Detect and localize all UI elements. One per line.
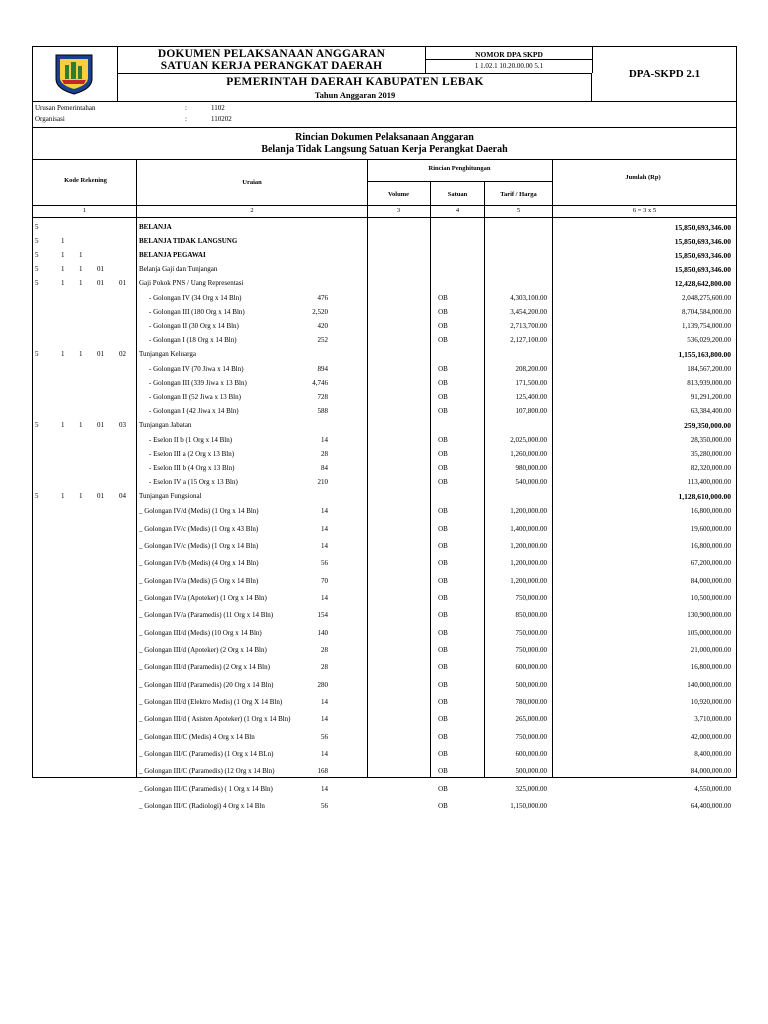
uraian-cell: _ Golongan III/d ( Asisten Apoteker) (1 Org x 14 Bln) [139,715,291,723]
kode-segment: 1 [79,421,83,429]
uraian-cell: - Eselon II b (1 Org x 14 Bln) [149,436,233,444]
tarif-cell: 125,400.00 [515,393,547,401]
col-kode-rekening: Kode Rekening [64,177,107,184]
satuan-cell: OB [438,507,448,515]
col-num-3: 3 [396,207,401,214]
volume-cell: 140 [317,629,328,637]
kode-segment: 01 [97,279,104,287]
uraian-cell: - Golongan II (52 Jiwa x 13 Bln) [149,393,241,401]
kode-segment: 01 [119,279,126,287]
uraian-cell: _ Golongan IV/a (Paramedis) (11 Org x 14 Bln) [139,611,274,619]
volume-cell: 14 [321,715,328,723]
volume-cell: 56 [321,733,328,741]
jumlah-cell: 8,400,000.00 [694,750,731,758]
jumlah-cell: 105,000,000.00 [687,629,731,637]
uraian-cell: _ Golongan III/d (Medis) (10 Org x 14 Bln) [139,629,262,637]
satuan-cell: OB [438,308,448,316]
volume-cell: 728 [317,393,328,401]
title-line-2: SATUAN KERJA PERANGKAT DAERAH [160,60,383,72]
jumlah-cell: 3,710,000.00 [694,715,731,723]
urusan-label: Urusan Pemerintahan [35,104,96,112]
urusan-colon: : [185,104,187,112]
tarif-cell: 265,000.00 [515,715,547,723]
jumlah-cell: 1,128,610,000.00 [678,492,731,501]
tarif-cell: 2,127,100.00 [510,336,547,344]
jumlah-cell: 10,500,000.00 [690,594,731,602]
kode-segment: 5 [35,223,39,231]
satuan-cell: OB [438,294,448,302]
volume-cell: 210 [317,478,328,486]
jumlah-cell: 4,550,000.00 [694,785,731,793]
tarif-cell: 2,713,700.00 [510,322,547,330]
fiscal-year: Tahun Anggaran 2019 [314,90,396,100]
uraian-cell: - Golongan III (339 Jiwa x 13 Bln) [149,379,247,387]
tarif-cell: 1,200,000.00 [510,542,547,550]
nomor-value: 1 1.02.1 10.20.00.00 5.1 [474,62,544,70]
organisasi-value: 110202 [211,115,232,123]
col-tarif: Tarif / Harga [500,191,537,198]
satuan-cell: OB [438,646,448,654]
jumlah-cell: 15,850,693,346.00 [674,237,731,246]
doc-code: DPA-SKPD 2.1 [628,68,701,80]
volume-cell: 14 [321,525,328,533]
jumlah-cell: 259,350,000.00 [684,421,731,430]
tarif-cell: 750,000.00 [515,646,547,654]
col-uraian: Uraian [242,179,262,186]
kode-segment: 1 [61,492,65,500]
uraian-cell: _ Golongan III/d (Elektro Medis) (1 Org X 14 Bln) [139,698,283,706]
jumlah-cell: 1,139,754,000.00 [682,322,731,330]
satuan-cell: OB [438,478,448,486]
jumlah-cell: 64,400,000.00 [690,802,731,810]
uraian-cell: - Eselon IV a (15 Org x 13 Bln) [149,478,238,486]
uraian-cell: Tunjangan Jabatan [139,421,192,429]
tarif-cell: 325,000.00 [515,785,547,793]
jumlah-cell: 42,000,000.00 [690,733,731,741]
col-jumlah: Jumlah (Rp) [625,174,661,181]
uraian-cell: _ Golongan III/C (Paramedis) (12 Org x 14 Bln) [139,767,275,775]
volume-cell: 4,746 [312,379,328,387]
tarif-cell: 750,000.00 [515,733,547,741]
uraian-cell: BELANJA PEGAWAI [139,251,206,259]
uraian-cell: Tunjangan Keluarga [139,350,196,358]
pemda-title: PEMERINTAH DAERAH KABUPATEN LEBAK [226,76,484,88]
uraian-cell: _ Golongan III/C (Paramedis) (1 Org x 14 BLn) [139,750,274,758]
table-header [33,159,736,218]
uraian-cell: _ Golongan IV/d (Medis) (1 Org x 14 Bln) [139,507,259,515]
tarif-cell: 171,500.00 [515,379,547,387]
uraian-cell: - Golongan IV (34 Org x 14 Bln) [149,294,242,302]
volume-cell: 14 [321,750,328,758]
rincian-line-1: Rincian Dokumen Pelaksanaan Anggaran [295,132,474,143]
tarif-cell: 2,025,000.00 [510,436,547,444]
jumlah-cell: 67,200,000.00 [690,559,731,567]
urusan-value: 1102 [211,104,225,112]
satuan-cell: OB [438,594,448,602]
uraian-cell: _ Golongan III/C (Paramedis) ( 1 Org x 14 Bln) [139,785,273,793]
jumlah-cell: 130,900,000.00 [687,611,731,619]
jumlah-cell: 113,400,000.00 [687,478,731,486]
lebak-emblem [33,47,118,101]
volume-cell: 280 [317,681,328,689]
tarif-cell: 4,303,100.00 [510,294,547,302]
jumlah-cell: 140,000,000.00 [687,681,731,689]
jumlah-cell: 35,280,000.00 [690,450,731,458]
uraian-cell: _ Golongan IV/c (Medis) (1 Org x 43 Bln) [139,525,259,533]
tarif-cell: 980,000.00 [515,464,547,472]
tarif-cell: 750,000.00 [515,594,547,602]
col-rincian: Rincian Penghitungan [428,165,491,172]
kode-segment: 1 [61,265,65,273]
jumlah-cell: 15,850,693,346.00 [674,223,731,232]
col-satuan: Satuan [447,191,468,198]
tarif-cell: 1,150,000.00 [510,802,547,810]
satuan-cell: OB [438,785,448,793]
volume-cell: 14 [321,542,328,550]
uraian-cell: _ Golongan IV/c (Medis) (1 Org x 14 Bln) [139,542,259,550]
volume-cell: 168 [317,767,328,775]
tarif-cell: 780,000.00 [515,698,547,706]
kode-segment: 01 [97,265,104,273]
satuan-cell: OB [438,365,448,373]
volume-cell: 28 [321,450,328,458]
volume-cell: 588 [317,407,328,415]
kode-segment: 04 [119,492,126,500]
kode-segment: 03 [119,421,126,429]
uraian-cell: - Golongan III (180 Org x 14 Bln) [149,308,245,316]
document-header [33,47,736,102]
satuan-cell: OB [438,393,448,401]
organisasi-label: Organisasi [35,115,65,123]
kode-segment: 1 [79,350,83,358]
tarif-cell: 600,000.00 [515,663,547,671]
volume-cell: 56 [321,559,328,567]
uraian-cell: BELANJA [139,223,172,231]
satuan-cell: OB [438,542,448,550]
kode-segment: 1 [79,265,83,273]
volume-cell: 14 [321,698,328,706]
jumlah-cell: 82,320,000.00 [690,464,731,472]
volume-cell: 154 [317,611,328,619]
tarif-cell: 600,000.00 [515,750,547,758]
tarif-cell: 1,260,000.00 [510,450,547,458]
jumlah-cell: 15,850,693,346.00 [674,251,731,260]
jumlah-cell: 15,850,693,346.00 [674,265,731,274]
volume-cell: 14 [321,436,328,444]
uraian-cell: _ Golongan IV/a (Medis) (5 Org x 14 Bln) [139,577,259,585]
kode-segment: 5 [35,492,39,500]
volume-cell: 14 [321,785,328,793]
kode-segment: 5 [35,279,39,287]
kode-segment: 5 [35,265,39,273]
satuan-cell: OB [438,379,448,387]
tarif-cell: 107,800.00 [515,407,547,415]
uraian-cell: _ Golongan IV/a (Apoteker) (1 Org x 14 Bln) [139,594,267,602]
uraian-cell: _ Golongan III/d (Paramedis) (20 Org x 14 Bln) [139,681,274,689]
volume-cell: 70 [321,577,328,585]
jumlah-cell: 1,155,163,800.00 [678,350,731,359]
uraian-cell: - Eselon III a (2 Org x 13 Bln) [149,450,235,458]
satuan-cell: OB [438,802,448,810]
uraian-cell: Gaji Pokok PNS / Uang Representasi [139,279,244,287]
kode-segment: 1 [61,279,65,287]
satuan-cell: OB [438,436,448,444]
jumlah-cell: 16,800,000.00 [690,663,731,671]
jumlah-cell: 84,000,000.00 [690,577,731,585]
volume-cell: 84 [321,464,328,472]
title-line-1: DOKUMEN PELAKSANAAN ANGGARAN [157,48,386,60]
kode-segment: 1 [61,237,65,245]
organisasi-colon: : [185,115,187,123]
nomor-box [426,47,593,73]
volume-cell: 14 [321,594,328,602]
tarif-cell: 500,000.00 [515,681,547,689]
tarif-cell: 1,200,000.00 [510,559,547,567]
satuan-cell: OB [438,525,448,533]
satuan-cell: OB [438,611,448,619]
col-num-5: 5 [516,207,521,214]
jumlah-cell: 63,384,400.00 [690,407,731,415]
volume-cell: 14 [321,507,328,515]
kode-segment: 5 [35,421,39,429]
kode-segment: 1 [61,251,65,259]
satuan-cell: OB [438,559,448,567]
rincian-line-2: Belanja Tidak Langsung Satuan Kerja Perangkat Daerah [261,144,508,155]
jumlah-cell: 184,567,200.00 [687,365,731,373]
kode-segment: 1 [61,421,65,429]
satuan-cell: OB [438,577,448,585]
satuan-cell: OB [438,407,448,415]
satuan-cell: OB [438,464,448,472]
volume-cell: 2,520 [312,308,328,316]
jumlah-cell: 8,704,584,000.00 [682,308,731,316]
volume-cell: 56 [321,802,328,810]
satuan-cell: OB [438,767,448,775]
pemda-box [118,73,592,101]
volume-cell: 252 [317,336,328,344]
satuan-cell: OB [438,322,448,330]
uraian-cell: _ Golongan III/C (Radiologi) 4 Org x 14 Bln [139,802,265,810]
uraian-cell: - Eselon III b (4 Org x 13 Bln) [149,464,235,472]
col-num-6: 6 = 3 x 5 [632,207,657,214]
tarif-cell: 540,000.00 [515,478,547,486]
satuan-cell: OB [438,750,448,758]
jumlah-cell: 536,029,200.00 [687,336,731,344]
kode-segment: 01 [97,350,104,358]
jumlah-cell: 813,939,000.00 [687,379,731,387]
uraian-cell: _ Golongan III/d (Apoteker) (2 Org x 14 Bln) [139,646,267,654]
jumlah-cell: 91,291,200.00 [690,393,731,401]
tarif-cell: 850,000.00 [515,611,547,619]
tarif-cell: 1,400,000.00 [510,525,547,533]
uraian-cell: Tunjangan Fungsional [139,492,202,500]
satuan-cell: OB [438,336,448,344]
kode-segment: 1 [79,251,83,259]
jumlah-cell: 12,428,642,800.00 [674,279,731,288]
jumlah-cell: 19,600,000.00 [690,525,731,533]
kode-segment: 5 [35,350,39,358]
uraian-cell: _ Golongan III/d (Paramedis) (2 Org x 14 Bln) [139,663,270,671]
kode-segment: 5 [35,237,39,245]
kode-segment: 01 [97,492,104,500]
uraian-cell: - Golongan II (30 Org x 14 Bln) [149,322,239,330]
tarif-cell: 1,200,000.00 [510,577,547,585]
satuan-cell: OB [438,663,448,671]
jumlah-cell: 10,920,000.00 [690,698,731,706]
tarif-cell: 500,000.00 [515,767,547,775]
satuan-cell: OB [438,698,448,706]
tarif-cell: 3,454,200.00 [510,308,547,316]
jumlah-cell: 84,000,000.00 [690,767,731,775]
uraian-cell: _ Golongan III/C (Medis) 4 Org x 14 Bln [139,733,255,741]
tarif-cell: 750,000.00 [515,629,547,637]
jumlah-cell: 2,048,275,600.00 [682,294,731,302]
kode-segment: 5 [35,251,39,259]
volume-cell: 28 [321,646,328,654]
uraian-cell: Belanja Gaji dan Tunjangan [139,265,218,273]
uraian-cell: BELANJA TIDAK LANGSUNG [139,237,238,245]
kode-segment: 1 [61,350,65,358]
jumlah-cell: 16,800,000.00 [690,542,731,550]
tarif-cell: 208,200.00 [515,365,547,373]
satuan-cell: OB [438,681,448,689]
jumlah-cell: 21,000,000.00 [690,646,731,654]
volume-cell: 28 [321,663,328,671]
nomor-label: NOMOR DPA SKPD [475,50,543,59]
dpa-document [32,46,737,810]
emblem-icon [51,53,97,95]
satuan-cell: OB [438,715,448,723]
satuan-cell: OB [438,450,448,458]
jumlah-cell: 28,350,000.00 [690,436,731,444]
uraian-cell: _ Golongan IV/b (Medis) (4 Org x 14 Bln) [139,559,259,567]
col-num-1: 1 [82,207,87,214]
col-volume: Volume [387,191,410,198]
satuan-cell: OB [438,629,448,637]
tarif-cell: 1,200,000.00 [510,507,547,515]
satuan-cell: OB [438,733,448,741]
col-num-4: 4 [455,207,460,214]
uraian-cell: - Golongan IV (70 Jiwa x 14 Bln) [149,365,244,373]
volume-cell: 420 [317,322,328,330]
uraian-cell: - Golongan I (18 Org x 14 Bln) [149,336,237,344]
jumlah-cell: 16,800,000.00 [690,507,731,515]
kode-segment: 02 [119,350,126,358]
title-box [118,47,426,73]
kode-segment: 1 [79,279,83,287]
uraian-cell: - Golongan I (42 Jiwa x 14 Bln) [149,407,239,415]
volume-cell: 894 [317,365,328,373]
volume-cell: 476 [317,294,328,302]
rincian-title [33,127,736,160]
col-num-2: 2 [250,207,254,214]
kode-segment: 01 [97,421,104,429]
kode-segment: 1 [79,492,83,500]
info-section [33,101,736,128]
